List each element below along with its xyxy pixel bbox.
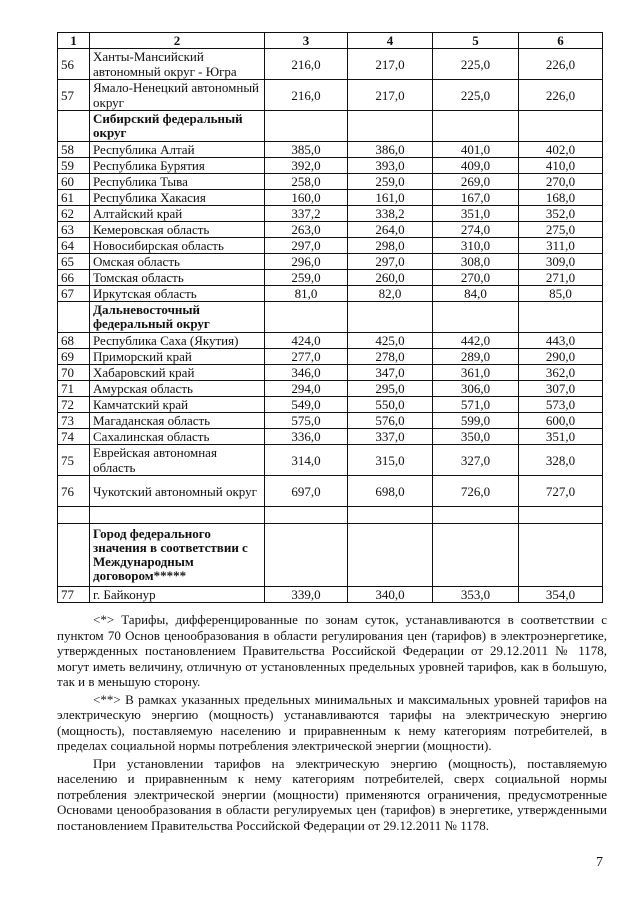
table-row xyxy=(58,286,603,302)
table-row xyxy=(58,397,603,413)
tariff-value: 315,0 xyxy=(348,445,433,476)
tariff-value: 327,0 xyxy=(433,445,519,476)
empty-cell xyxy=(265,302,348,333)
tariff-value: 260,0 xyxy=(348,270,433,286)
tariff-value: 290,0 xyxy=(519,349,603,365)
tariff-value: 294,0 xyxy=(265,381,348,397)
tariff-table xyxy=(57,32,603,603)
tariff-value: 314,0 xyxy=(265,445,348,476)
tariff-value: 442,0 xyxy=(433,333,519,349)
row-number: 69 xyxy=(58,349,90,365)
tariff-value: 270,0 xyxy=(519,174,603,190)
table-row xyxy=(58,49,603,80)
tariff-value: 353,0 xyxy=(433,587,519,603)
column-number-header: 3 xyxy=(265,33,348,49)
empty-cell xyxy=(433,507,519,524)
column-number-header: 2 xyxy=(90,33,265,49)
table-row xyxy=(58,142,603,158)
tariff-value: 424,0 xyxy=(265,333,348,349)
blank-row xyxy=(58,507,603,524)
row-number: 70 xyxy=(58,365,90,381)
row-number: 56 xyxy=(58,49,90,80)
region-name: Ханты-Мансийский автономный округ - Югра xyxy=(90,49,265,80)
footnote-social-norm: <**> В рамках указанных предельных минимальных и максимальных уровней тарифов на электрическую энергию (мощность) устанавливаются тарифы на электрическую энергию (мощность), поставляемую населению и приравненным к нему категориям потребителей, в пределах социальной нормы потребления электрической энергии (мощности). xyxy=(57,691,607,753)
column-number-header: 4 xyxy=(348,33,433,49)
region-name: Кемеровская область xyxy=(90,222,265,238)
empty-cell xyxy=(58,302,90,333)
row-number: 71 xyxy=(58,381,90,397)
region-name: Алтайский край xyxy=(90,206,265,222)
tariff-value: 337,2 xyxy=(265,206,348,222)
page-number: 7 xyxy=(596,855,603,870)
row-number: 57 xyxy=(58,80,90,111)
region-name: Республика Саха (Якутия) xyxy=(90,333,265,349)
tariff-value: 216,0 xyxy=(265,49,348,80)
row-number: 75 xyxy=(58,445,90,476)
tariff-value: 81,0 xyxy=(265,286,348,302)
tariff-value: 385,0 xyxy=(265,142,348,158)
row-number: 77 xyxy=(58,587,90,603)
tariff-value: 339,0 xyxy=(265,587,348,603)
tariff-value: 168,0 xyxy=(519,190,603,206)
tariff-value: 306,0 xyxy=(433,381,519,397)
region-name: Ямало-Ненецкий автономный округ xyxy=(90,80,265,111)
tariff-value: 271,0 xyxy=(519,270,603,286)
footnote-time-zones: <*> Тарифы, дифференцированные по зонам суток, устанавливаются в соответствии с пунктом 70 Основ ценообразования в области регулирования цен (тарифов) в электроэнергетике, утвержденных постановлением Правительства Российской Федерации от 29.12.2011 № 1178, могут иметь величину, отличную от установленных предельных уровней тарифов, как в большую, так и в меньшую сторону. xyxy=(57,612,607,689)
table-row xyxy=(58,80,603,111)
empty-cell xyxy=(348,302,433,333)
tariff-table-body xyxy=(58,33,603,603)
region-name: Республика Бурятия xyxy=(90,158,265,174)
tariff-value: 354,0 xyxy=(519,587,603,603)
tariff-value: 402,0 xyxy=(519,142,603,158)
tariff-value: 571,0 xyxy=(433,397,519,413)
tariff-value: 352,0 xyxy=(519,206,603,222)
table-row xyxy=(58,413,603,429)
tariff-value: 289,0 xyxy=(433,349,519,365)
tariff-value: 550,0 xyxy=(348,397,433,413)
tariff-value: 340,0 xyxy=(348,587,433,603)
table-row xyxy=(58,333,603,349)
table-row xyxy=(58,254,603,270)
empty-cell xyxy=(58,524,90,587)
empty-cell xyxy=(519,507,603,524)
region-name: Томская область xyxy=(90,270,265,286)
empty-cell xyxy=(265,507,348,524)
tariff-value: 346,0 xyxy=(265,365,348,381)
tariff-value: 310,0 xyxy=(433,238,519,254)
table-row xyxy=(58,158,603,174)
section-row xyxy=(58,302,603,333)
tariff-value: 337,0 xyxy=(348,429,433,445)
tariff-value: 425,0 xyxy=(348,333,433,349)
region-name: Чукотский автономный округ xyxy=(90,476,265,507)
section-row xyxy=(58,111,603,142)
tariff-value: 308,0 xyxy=(433,254,519,270)
table-row xyxy=(58,190,603,206)
tariff-value: 392,0 xyxy=(265,158,348,174)
table-row xyxy=(58,445,603,476)
table-row xyxy=(58,174,603,190)
table-row xyxy=(58,587,603,603)
section-row xyxy=(58,524,603,587)
tariff-value: 297,0 xyxy=(265,238,348,254)
row-number: 72 xyxy=(58,397,90,413)
tariff-value: 600,0 xyxy=(519,413,603,429)
tariff-value: 84,0 xyxy=(433,286,519,302)
row-number: 67 xyxy=(58,286,90,302)
empty-cell xyxy=(519,302,603,333)
empty-cell xyxy=(348,507,433,524)
tariff-value: 298,0 xyxy=(348,238,433,254)
tariff-value: 259,0 xyxy=(348,174,433,190)
tariff-value: 217,0 xyxy=(348,49,433,80)
tariff-value: 297,0 xyxy=(348,254,433,270)
tariff-value: 82,0 xyxy=(348,286,433,302)
region-name: Омская область xyxy=(90,254,265,270)
region-name: Приморский край xyxy=(90,349,265,365)
row-number: 76 xyxy=(58,476,90,507)
table-row xyxy=(58,365,603,381)
tariff-value: 217,0 xyxy=(348,80,433,111)
tariff-value: 226,0 xyxy=(519,49,603,80)
empty-cell xyxy=(58,111,90,142)
empty-cell xyxy=(348,111,433,142)
tariff-value: 216,0 xyxy=(265,80,348,111)
table-row xyxy=(58,349,603,365)
tariff-value: 338,2 xyxy=(348,206,433,222)
tariff-value: 351,0 xyxy=(433,206,519,222)
column-number-header: 6 xyxy=(519,33,603,49)
tariff-value: 274,0 xyxy=(433,222,519,238)
region-name: Еврейская автономная область xyxy=(90,445,265,476)
tariff-value: 270,0 xyxy=(433,270,519,286)
region-name: Хабаровский край xyxy=(90,365,265,381)
tariff-value: 410,0 xyxy=(519,158,603,174)
tariff-value: 726,0 xyxy=(433,476,519,507)
column-number-header: 1 xyxy=(58,33,90,49)
tariff-value: 549,0 xyxy=(265,397,348,413)
region-name: Амурская область xyxy=(90,381,265,397)
table-row xyxy=(58,381,603,397)
tariff-value: 409,0 xyxy=(433,158,519,174)
empty-cell xyxy=(90,507,265,524)
empty-cell xyxy=(519,111,603,142)
table-row xyxy=(58,238,603,254)
empty-cell xyxy=(433,302,519,333)
region-name: г. Байконур xyxy=(90,587,265,603)
row-number: 66 xyxy=(58,270,90,286)
tariff-value: 386,0 xyxy=(348,142,433,158)
table-row xyxy=(58,476,603,507)
row-number: 65 xyxy=(58,254,90,270)
row-number: 64 xyxy=(58,238,90,254)
tariff-value: 160,0 xyxy=(265,190,348,206)
empty-cell xyxy=(348,524,433,587)
row-number: 68 xyxy=(58,333,90,349)
row-number: 73 xyxy=(58,413,90,429)
tariff-value: 362,0 xyxy=(519,365,603,381)
tariff-value: 573,0 xyxy=(519,397,603,413)
empty-cell xyxy=(433,524,519,587)
tariff-value: 401,0 xyxy=(433,142,519,158)
tariff-value: 698,0 xyxy=(348,476,433,507)
region-name: Новосибирская область xyxy=(90,238,265,254)
table-row xyxy=(58,429,603,445)
tariff-value: 599,0 xyxy=(433,413,519,429)
tariff-value: 225,0 xyxy=(433,49,519,80)
row-number: 60 xyxy=(58,174,90,190)
empty-cell xyxy=(433,111,519,142)
tariff-value: 269,0 xyxy=(433,174,519,190)
region-name: Камчатский край xyxy=(90,397,265,413)
row-number: 59 xyxy=(58,158,90,174)
region-name: Республика Алтай xyxy=(90,142,265,158)
empty-cell xyxy=(265,524,348,587)
tariff-value: 259,0 xyxy=(265,270,348,286)
tariff-value: 307,0 xyxy=(519,381,603,397)
table-header-row xyxy=(58,33,603,49)
row-number: 61 xyxy=(58,190,90,206)
tariff-value: 258,0 xyxy=(265,174,348,190)
table-row xyxy=(58,222,603,238)
tariff-value: 85,0 xyxy=(519,286,603,302)
tariff-value: 311,0 xyxy=(519,238,603,254)
tariff-value: 263,0 xyxy=(265,222,348,238)
tariff-value: 576,0 xyxy=(348,413,433,429)
tariff-value: 295,0 xyxy=(348,381,433,397)
tariff-value: 226,0 xyxy=(519,80,603,111)
tariff-value: 361,0 xyxy=(433,365,519,381)
section-title: Сибирский федеральный округ xyxy=(90,111,265,142)
region-name: Сахалинская область xyxy=(90,429,265,445)
tariff-value: 275,0 xyxy=(519,222,603,238)
tariff-value: 727,0 xyxy=(519,476,603,507)
tariff-value: 277,0 xyxy=(265,349,348,365)
tariff-value: 336,0 xyxy=(265,429,348,445)
table-row xyxy=(58,206,603,222)
row-number: 58 xyxy=(58,142,90,158)
empty-cell xyxy=(519,524,603,587)
empty-cell xyxy=(58,507,90,524)
column-number-header: 5 xyxy=(433,33,519,49)
tariff-value: 264,0 xyxy=(348,222,433,238)
footnote-above-social-norm: При установлении тарифов на электрическую энергию (мощность), поставляемую населению и приравненным к нему категориям потребителей, сверх социальной нормы потребления электрической энергии (мощности) применяются ограничения, предусмотренные Основами ценообразования в области регулируемых цен (тарифов) в энергетике, утвержденными постановлением Правительства Российской Федерации от 29.12.2011 № 1178. xyxy=(57,755,607,833)
footnotes xyxy=(57,612,607,835)
row-number: 62 xyxy=(58,206,90,222)
tariff-value: 443,0 xyxy=(519,333,603,349)
region-name: Иркутская область xyxy=(90,286,265,302)
tariff-value: 351,0 xyxy=(519,429,603,445)
tariff-value: 350,0 xyxy=(433,429,519,445)
tariff-value: 575,0 xyxy=(265,413,348,429)
tariff-value: 328,0 xyxy=(519,445,603,476)
tariff-value: 309,0 xyxy=(519,254,603,270)
tariff-value: 393,0 xyxy=(348,158,433,174)
row-number: 74 xyxy=(58,429,90,445)
section-title: Дальневосточный федеральный округ xyxy=(90,302,265,333)
empty-cell xyxy=(265,111,348,142)
tariff-value: 697,0 xyxy=(265,476,348,507)
section-title: Город федерального значения в соответствии с Международным договором***** xyxy=(90,524,265,587)
region-name: Республика Тыва xyxy=(90,174,265,190)
tariff-value: 347,0 xyxy=(348,365,433,381)
tariff-value: 296,0 xyxy=(265,254,348,270)
tariff-value: 161,0 xyxy=(348,190,433,206)
region-name: Магаданская область xyxy=(90,413,265,429)
region-name: Республика Хакасия xyxy=(90,190,265,206)
tariff-value: 167,0 xyxy=(433,190,519,206)
row-number: 63 xyxy=(58,222,90,238)
tariff-value: 278,0 xyxy=(348,349,433,365)
table-row xyxy=(58,270,603,286)
tariff-value: 225,0 xyxy=(433,80,519,111)
